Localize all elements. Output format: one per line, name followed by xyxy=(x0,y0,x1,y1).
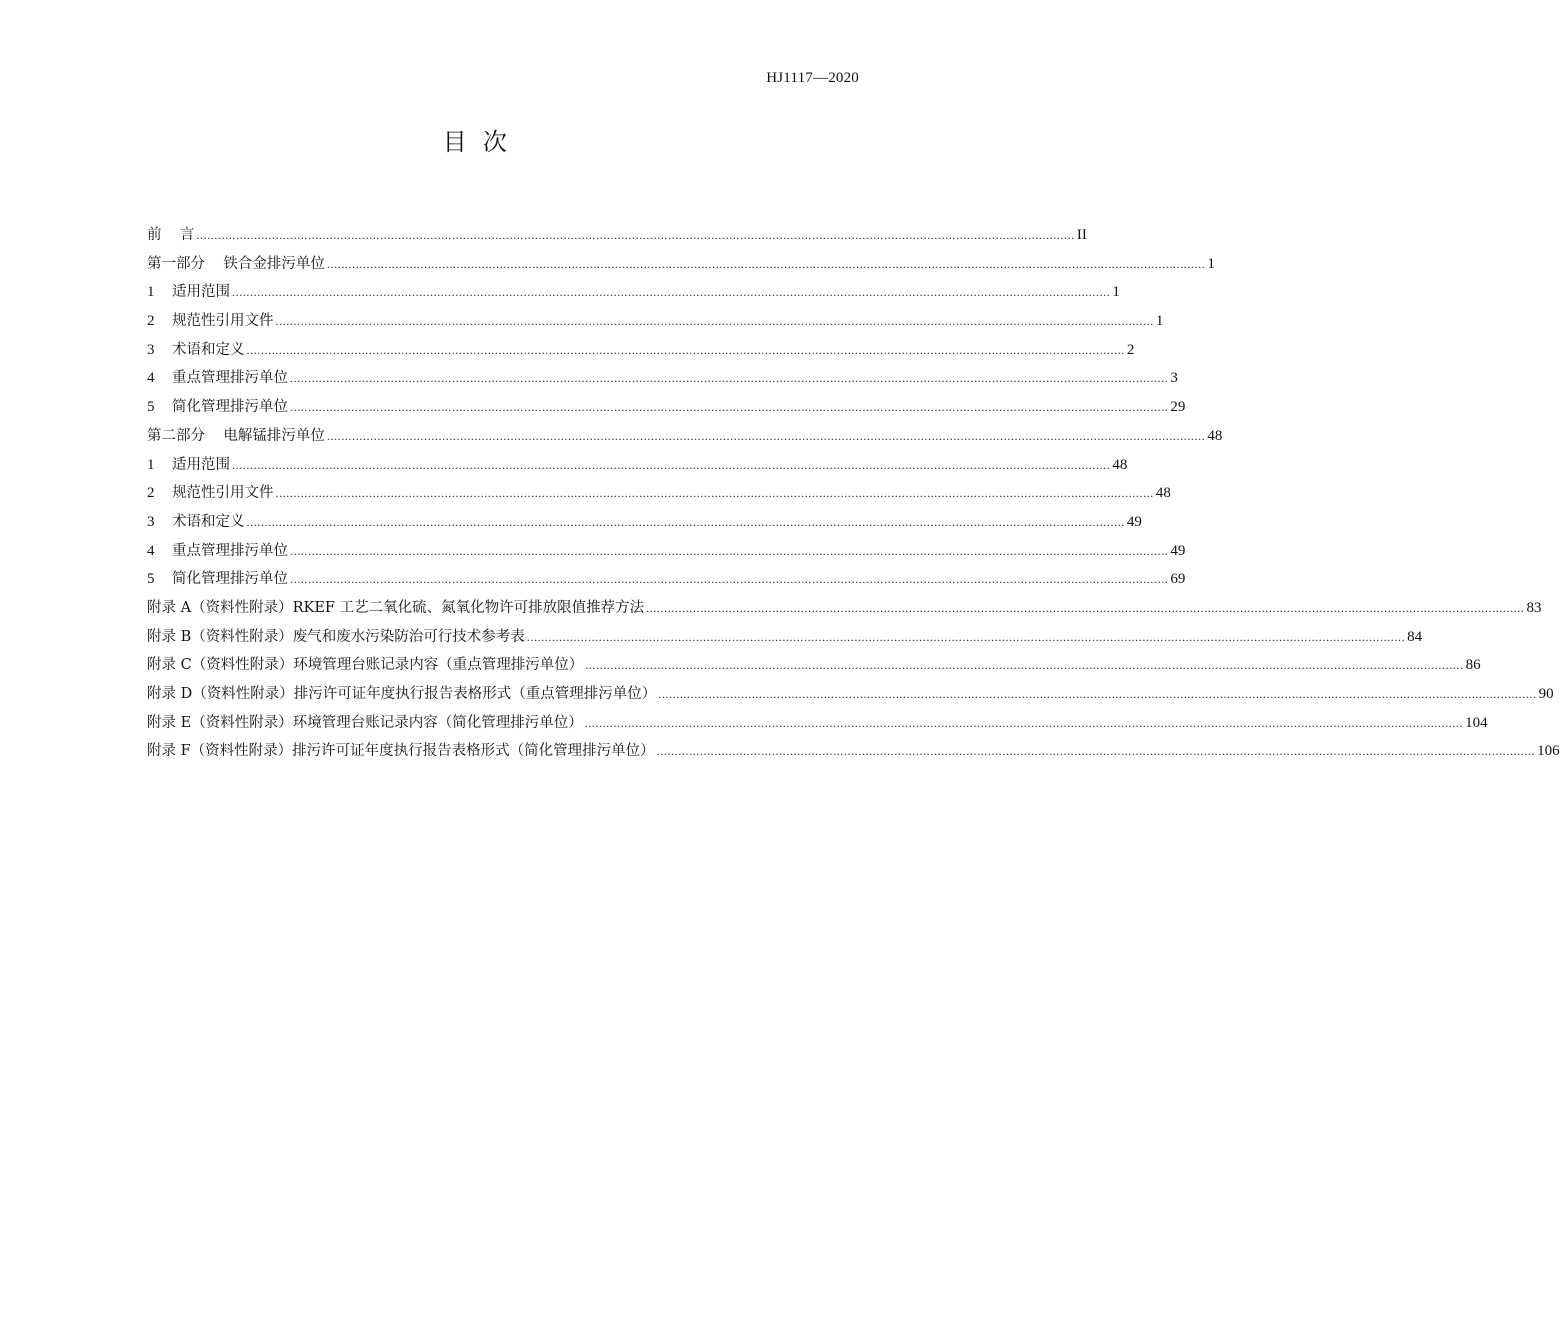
toc-entry[interactable] xyxy=(147,250,1215,279)
toc-entry-label xyxy=(147,451,232,480)
toc-entry-page: 83 xyxy=(1526,599,1542,616)
toc-entry-page: 48 xyxy=(1155,485,1171,502)
toc-entry[interactable] xyxy=(147,537,1186,566)
toc-entry-number: 5 xyxy=(147,399,155,416)
toc-entry-label xyxy=(147,508,247,537)
toc-entry-number: 5 xyxy=(147,571,155,588)
toc-entry-text: 规范性引用文件 xyxy=(172,313,274,330)
toc-entry-text: 附录 A（资料性附录）RKEF 工艺二氧化硫、氮氧化物许可排放限值推荐方法 xyxy=(147,599,645,616)
toc-entry-number: 1 xyxy=(147,456,155,473)
toc-entry-page: 106 xyxy=(1537,743,1560,760)
toc-entry[interactable] xyxy=(147,651,1481,680)
toc-entry[interactable] xyxy=(147,594,1542,623)
toc-entry-text: 适用范围 xyxy=(172,456,230,473)
toc-dot-leader: .................................................................................................................................................................................................................................................... xyxy=(275,486,1154,501)
toc-entry-text: 简化管理排污单位 xyxy=(172,399,288,416)
toc-entry-text: 附录 C（资料性附录）环境管理台账记录内容（重点管理排污单位） xyxy=(147,657,584,674)
toc-entry-page: 1 xyxy=(1112,284,1120,301)
toc-entry[interactable] xyxy=(147,221,1087,250)
toc-dot-leader: .................................................................................................................................................................................................................................................... xyxy=(290,543,1169,558)
toc-entry-text: 前 言 xyxy=(147,227,195,243)
toc-entry[interactable] xyxy=(147,278,1120,307)
toc-entry-page: 49 xyxy=(1126,513,1142,530)
toc-entry-label xyxy=(147,479,276,508)
toc-entry-label xyxy=(147,393,290,422)
toc-dot-leader: .................................................................................................................................................................................................................................................... xyxy=(584,715,1464,730)
toc-dot-leader: .................................................................................................................................................................................................................................................... xyxy=(232,457,1111,472)
toc-entry-label xyxy=(147,364,290,393)
toc-entry-page: 86 xyxy=(1465,657,1481,674)
toc-entry-page: 69 xyxy=(1170,571,1186,588)
toc-dot-leader: .................................................................................................................................................................................................................................................... xyxy=(196,228,1075,242)
toc-entry-page: 2 xyxy=(1126,341,1135,358)
toc-entry-page: 48 xyxy=(1207,427,1223,444)
toc-entry-page: 49 xyxy=(1170,542,1186,559)
toc-dot-leader: .................................................................................................................................................................................................................................................... xyxy=(290,400,1169,415)
toc-dot-leader: .................................................................................................................................................................................................................................................... xyxy=(290,572,1169,587)
toc-dot-leader: .................................................................................................................................................................................................................................................... xyxy=(275,314,1154,329)
toc-dot-leader: .................................................................................................................................................................................................................................................... xyxy=(585,658,1464,673)
toc-entry-text: 附录 B（资料性附录）废气和废水污染防治可行技术参考表 xyxy=(147,628,525,645)
toc-entry-label xyxy=(147,651,585,680)
toc-dot-leader: .................................................................................................................................................................................................................................................... xyxy=(290,371,1169,386)
page-title: 目 次 xyxy=(442,128,508,156)
toc-entry[interactable] xyxy=(147,479,1171,508)
toc-entry-label xyxy=(147,594,646,623)
toc-entry[interactable] xyxy=(147,623,1423,652)
toc-entry-number: 3 xyxy=(147,341,155,358)
toc-dot-leader: .................................................................................................................................................................................................................................................... xyxy=(246,342,1125,357)
toc-entry-label xyxy=(147,623,527,652)
toc-entry[interactable] xyxy=(147,737,1560,766)
toc-entry[interactable] xyxy=(147,680,1554,709)
toc-entry-label xyxy=(147,709,585,738)
toc-entry-number: 1 xyxy=(147,284,155,301)
toc-entry-page: 29 xyxy=(1170,399,1186,416)
toc-entry[interactable] xyxy=(147,307,1164,336)
toc-entry-text: 简化管理排污单位 xyxy=(172,571,288,588)
toc-entry-text: 附录 E（资料性附录）环境管理台账记录内容（简化管理排污单位） xyxy=(147,714,583,731)
toc-entry[interactable] xyxy=(147,364,1178,393)
toc-entry-page: 48 xyxy=(1112,456,1128,473)
toc-entry[interactable] xyxy=(147,336,1135,365)
toc-entry-label xyxy=(147,737,657,766)
toc-entry-text: 附录 F（资料性附录）排污许可证年度执行报告表格形式（简化管理排污单位） xyxy=(147,743,655,760)
toc-entry-label xyxy=(147,422,327,451)
toc-entry-number: 3 xyxy=(147,513,155,530)
toc-entry-number: 2 xyxy=(147,313,155,330)
toc-entry-label xyxy=(147,307,276,336)
toc-entry-label xyxy=(147,537,290,566)
toc-entry[interactable] xyxy=(147,565,1186,594)
toc-entry-label xyxy=(147,250,327,279)
toc-entry-page: 1 xyxy=(1207,255,1215,272)
toc-entry[interactable] xyxy=(147,451,1128,480)
toc-entry-label xyxy=(147,221,196,250)
toc-dot-leader: .................................................................................................................................................................................................................................................... xyxy=(658,687,1537,701)
toc-dot-leader: .................................................................................................................................................................................................................................................... xyxy=(656,744,1536,759)
toc-entry-text: 重点管理排污单位 xyxy=(172,542,288,559)
toc-dot-leader: .................................................................................................................................................................................................................................................... xyxy=(526,629,1406,644)
toc-entry[interactable] xyxy=(147,709,1488,738)
toc-dot-leader: .................................................................................................................................................................................................................................................... xyxy=(246,514,1125,529)
document-code: HJ1117—2020 xyxy=(766,70,859,86)
toc-entry-text: 重点管理排污单位 xyxy=(172,370,288,387)
toc-entry-text: 规范性引用文件 xyxy=(172,485,274,502)
toc-entry-number: 4 xyxy=(147,370,155,387)
toc-entry-text: 第二部分 电解锰排污单位 xyxy=(147,427,325,444)
toc-dot-leader: .................................................................................................................................................................................................................................................... xyxy=(326,428,1206,443)
toc-entry-label xyxy=(147,278,232,307)
toc-entry-number: 2 xyxy=(147,485,155,502)
toc-entry[interactable] xyxy=(147,508,1142,537)
toc-entry[interactable] xyxy=(147,422,1223,451)
toc-entry-page: 3 xyxy=(1170,370,1178,387)
toc-entry-page: 1 xyxy=(1155,313,1164,330)
toc-entry-page: 104 xyxy=(1465,714,1488,731)
toc-dot-leader: .................................................................................................................................................................................................................................................... xyxy=(646,600,1525,615)
toc-entry-label xyxy=(147,565,290,594)
toc-entry-text: 第一部分 铁合金排污单位 xyxy=(147,255,325,272)
toc-entry-text: 术语和定义 xyxy=(172,341,245,358)
toc-entry-text: 适用范围 xyxy=(172,284,230,301)
toc-entry-page: 84 xyxy=(1407,628,1423,645)
toc-entry[interactable] xyxy=(147,393,1186,422)
toc-entry-label xyxy=(147,680,658,709)
toc-entry-number: 4 xyxy=(147,542,155,559)
toc-entry-page: II xyxy=(1076,227,1087,243)
toc-dot-leader: .................................................................................................................................................................................................................................................... xyxy=(326,256,1206,271)
toc-entry-text: 附录 D（资料性附录）排污许可证年度执行报告表格形式（重点管理排污单位） xyxy=(147,686,657,702)
table-of-contents xyxy=(147,221,1560,766)
toc-entry-label xyxy=(147,336,247,365)
toc-dot-leader: .................................................................................................................................................................................................................................................... xyxy=(232,285,1111,300)
toc-entry-text: 术语和定义 xyxy=(172,513,245,530)
toc-entry-page: 90 xyxy=(1538,686,1554,702)
